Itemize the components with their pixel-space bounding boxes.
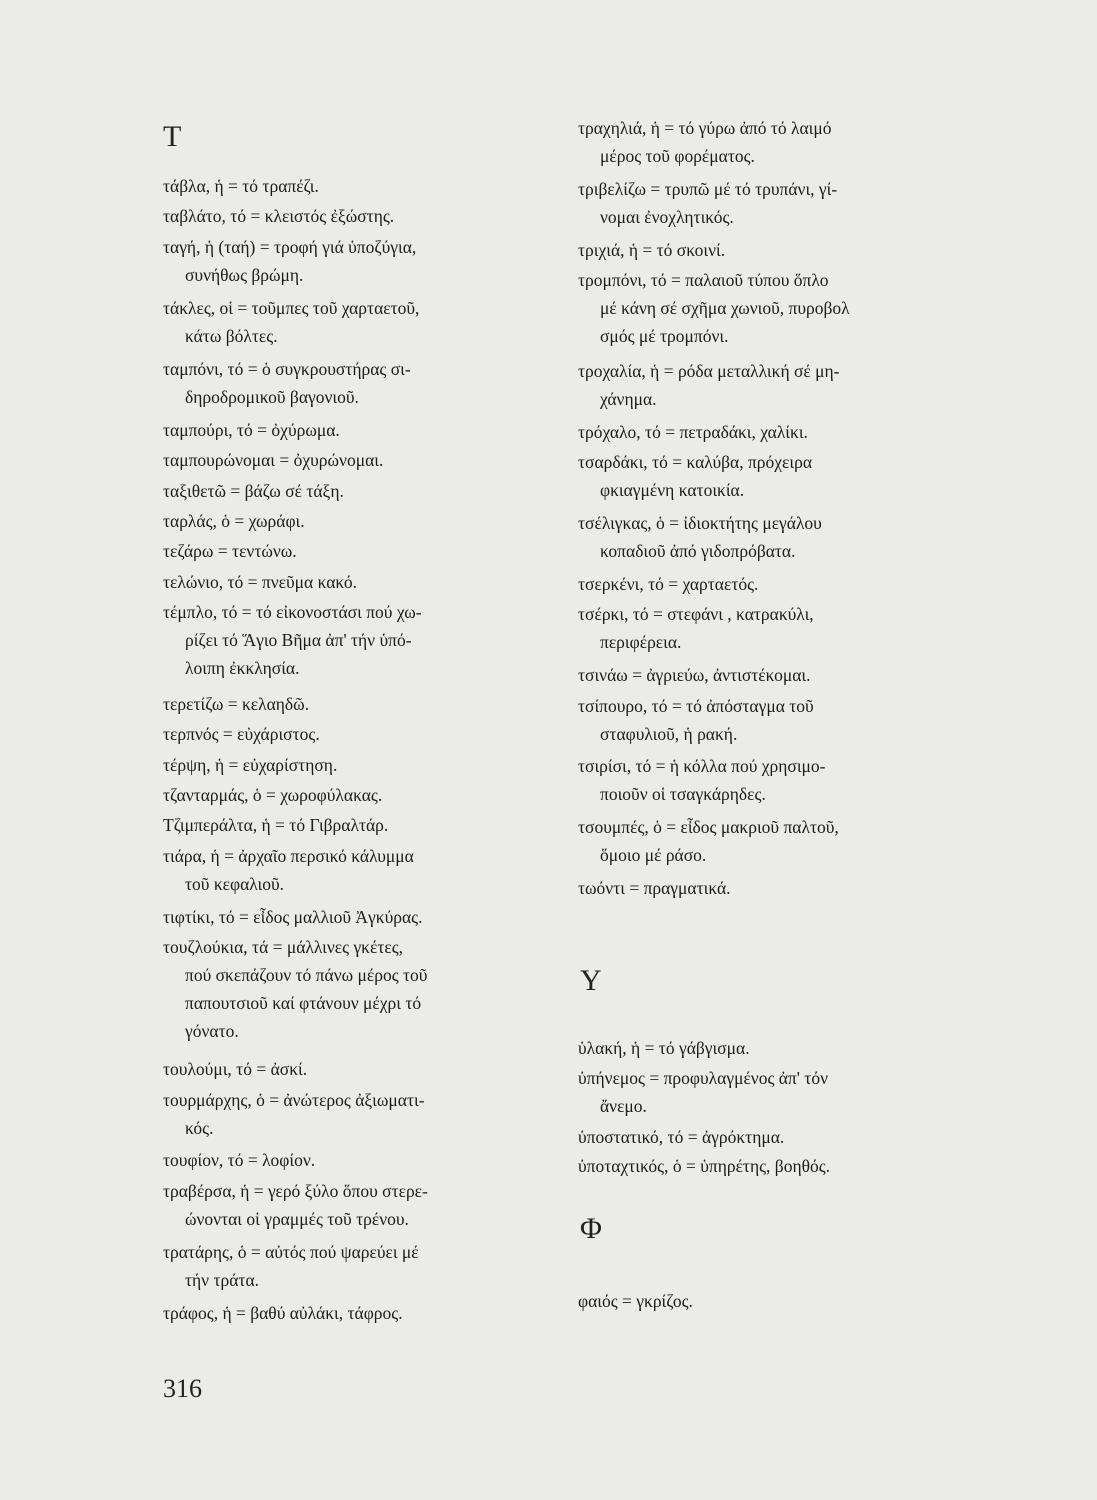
entry-headword-line: τσουμπές, ὁ = εἶδος μακριοῦ παλτοῦ,: [578, 817, 839, 838]
entry-continuation-line: σταφυλιοῦ, ἡ ρακή.: [600, 723, 738, 744]
entry-headword-line: ὑπήνεμος = προφυλαγμένος ἀπ' τόν: [578, 1067, 828, 1088]
dictionary-entry: [578, 175, 978, 231]
entry-headword-line: τερπνός = εὐχάριστος.: [163, 724, 320, 745]
entry-headword-line: τσέλιγκας, ὁ = ἰδιοκτήτης μεγάλου: [578, 513, 822, 534]
entry-headword-line: ταμπούρι, τό = ὀχύρωμα.: [163, 419, 340, 440]
dictionary-entry: [578, 418, 978, 446]
dictionary-entry: [578, 114, 978, 170]
dictionary-entry: [578, 1152, 978, 1180]
dictionary-entry: [163, 1086, 558, 1142]
entry-continuation-line: κάτω βόλτες.: [185, 325, 278, 346]
dictionary-entry: [163, 933, 558, 1045]
dictionary-entry: [578, 570, 978, 598]
entry-continuation-line: τήν τράτα.: [185, 1269, 259, 1290]
entry-continuation-line: νομαι ἐνοχλητικός.: [600, 206, 734, 227]
dictionary-entry: [163, 811, 558, 839]
entry-continuation-line: κός.: [185, 1117, 214, 1138]
entry-continuation-line: μέ κάνη σέ σχῆμα χωνιοῦ, πυροβολ: [600, 298, 850, 318]
dictionary-entry: [578, 266, 978, 350]
entry-headword-line: τζανταρμάς, ὁ = χωροφύλακας.: [163, 785, 383, 805]
entry-headword-line: τσίπουρο, τό = τό ἀπόσταγμα τοῦ: [578, 695, 814, 716]
dictionary-entry: [163, 355, 558, 411]
entry-headword-line: τσέρκι, τό = στεφάνι , κατρακύλι,: [578, 604, 814, 625]
entry-headword-line: τερετίζω = κελαηδῶ.: [163, 693, 310, 714]
entry-headword-line: τράφος, ἡ = βαθύ αὐλάκι, τάφρος.: [163, 1302, 403, 1323]
entry-headword-line: τριβελίζω = τρυπῶ μέ τό τρυπάνι, γί-: [578, 178, 838, 199]
entry-continuation-line: ἄνεμο.: [600, 1095, 647, 1116]
dictionary-entry: [578, 752, 978, 808]
entry-continuation-line: λοιπη ἐκκλησία.: [185, 658, 300, 679]
dictionary-entry: [578, 600, 978, 656]
dictionary-entry: [163, 172, 558, 200]
entry-headword-line: τσερκένι, τό = χαρταετός.: [578, 574, 759, 594]
entry-continuation-line: τοῦ κεφαλιοῦ.: [185, 873, 285, 894]
entry-continuation-line: μέρος τοῦ φορέματος.: [600, 146, 755, 166]
dictionary-entry: [163, 294, 558, 350]
entry-continuation-line: γόνατο.: [185, 1021, 239, 1042]
entry-headword-line: τουλούμι, τό = ἀσκί.: [163, 1059, 308, 1080]
dictionary-entry: [163, 751, 558, 779]
entry-continuation-line: ώνονται οἱ γραμμές τοῦ τρένου.: [185, 1208, 409, 1229]
dictionary-entry: [163, 477, 558, 505]
entry-headword-line: τιφτίκι, τό = εἶδος μαλλιοῦ Ἀγκύρας.: [163, 906, 423, 927]
entry-continuation-line: φκιαγμένη κατοικία.: [600, 480, 745, 501]
entry-headword-line: τρόχαλο, τό = πετραδάκι, χαλίκι.: [578, 422, 808, 442]
entry-headword-line: τρομπόνι, τό = παλαιοῦ τύπου ὅπλο: [578, 270, 829, 290]
entry-headword-line: τσαρδάκι, τό = καλύβα, πρόχειρα: [578, 452, 812, 473]
dictionary-entry: [578, 1123, 978, 1151]
dictionary-entry: [163, 446, 558, 474]
dictionary-entry: [163, 720, 558, 748]
dictionary-entry: [578, 874, 978, 902]
dictionary-entry: [163, 903, 558, 931]
dictionary-entry: [163, 233, 558, 289]
entry-headword-line: τάβλα, ἡ = τό τραπέζι.: [163, 176, 319, 196]
dictionary-entry: [163, 842, 558, 898]
entry-headword-line: τριχιά, ἡ = τό σκοινί.: [578, 239, 726, 260]
entry-headword-line: Τζιμπεράλτα, ἡ = τό Γιβραλτάρ.: [163, 815, 389, 836]
entry-continuation-line: πού σκεπάζουν τό πάνω μέρος τοῦ: [185, 965, 428, 986]
dictionary-entry: [578, 448, 978, 504]
entry-headword-line: τουφίον, τό = λοφίον.: [163, 1150, 316, 1171]
entry-headword-line: τουρμάρχης, ὁ = ἀνώτερος ἀξιωματι-: [163, 1089, 425, 1110]
entry-continuation-line: συνήθως βρώμη.: [185, 264, 304, 285]
entry-continuation-line: δηροδρομικοῦ βαγονιοῦ.: [185, 386, 359, 407]
entry-headword-line: ταμπουρώνομαι = ὀχυρώνομαι.: [163, 450, 384, 471]
entry-headword-line: τσινάω = ἀγριεύω, ἀντιστέκομαι.: [578, 665, 811, 686]
section-letter-y: Υ: [580, 964, 602, 997]
dictionary-entry: [578, 692, 978, 748]
dictionary-entry: [578, 813, 978, 869]
dictionary-entry: [163, 202, 558, 230]
entry-headword-line: τροχαλία, ἡ = ρόδα μεταλλική σέ μη-: [578, 361, 840, 382]
entry-continuation-line: παπουτσιοῦ καί φτάνουν μέχρι τό: [185, 993, 422, 1014]
entry-continuation-line: χάνημα.: [600, 389, 657, 410]
entry-headword-line: τέμπλο, τό = τό εἰκονοστάσι πού χω-: [163, 602, 422, 623]
dictionary-entry: [578, 661, 978, 689]
section-letter-t: Τ: [163, 120, 182, 153]
dictionary-entry: [578, 236, 978, 264]
entry-continuation-line: ὅμοιο μέ ράσο.: [600, 845, 707, 866]
section-letter-f: Φ: [580, 1212, 602, 1245]
dictionary-entry: [163, 1299, 558, 1327]
dictionary-entry: [163, 568, 558, 596]
dictionary-entry: [163, 537, 558, 565]
dictionary-entry: [163, 416, 558, 444]
entry-headword-line: τρατάρης, ὁ = αὐτός πού ψαρεύει μέ: [163, 1241, 419, 1262]
entry-headword-line: τσιρίσι, τό = ἡ κόλλα πού χρησιμο-: [578, 756, 826, 777]
entry-headword-line: τωόντι = πραγματικά.: [578, 878, 731, 898]
entry-continuation-line: περιφέρεια.: [600, 632, 682, 653]
entry-headword-line: ὑποταχτικός, ὁ = ὑπηρέτης, βοηθός.: [578, 1156, 831, 1176]
page-number: 316: [163, 1374, 202, 1403]
entry-headword-line: ταξιθετῶ = βάζω σέ τάξη.: [163, 480, 344, 501]
dictionary-entry: [163, 1238, 558, 1294]
entry-headword-line: τελώνιο, τό = πνεῦμα κακό.: [163, 571, 357, 592]
entry-continuation-line: ποιοῦν οἱ τσαγκάρηδες.: [600, 784, 766, 805]
dictionary-entry: [578, 509, 978, 565]
dictionary-entry: [163, 598, 558, 682]
entry-headword-line: τουζλούκια, τά = μάλλινες γκέτες,: [163, 937, 404, 958]
entry-headword-line: τεζάρω = τεντώνω.: [163, 541, 297, 562]
dictionary-entry: [163, 1146, 558, 1174]
entry-headword-line: ταβλάτο, τό = κλειστός ἐξώστης.: [163, 206, 395, 227]
entry-headword-line: τραχηλιά, ἡ = τό γύρω ἀπό τό λαιμό: [578, 118, 832, 138]
entry-headword-line: τέρψη, ἡ = εὐχαρίστηση.: [163, 754, 338, 775]
dictionary-entry: [163, 690, 558, 718]
dictionary-entry: [163, 1177, 558, 1233]
entry-headword-line: ὑποστατικό, τό = ἀγρόκτημα.: [578, 1126, 785, 1147]
entry-headword-line: ταμπόνι, τό = ὁ συγκρουστήρας σι-: [163, 358, 411, 379]
dictionary-entry: [578, 1034, 978, 1062]
entry-continuation-line: ρίζει τό Ἅγιο Βῆμα ἀπ' τήν ὑπό-: [185, 630, 412, 651]
dictionary-entry: [578, 357, 978, 413]
entry-headword-line: τιάρα, ἡ = ἀρχαῖο περσικό κάλυμμα: [163, 845, 414, 866]
dictionary-entry: [578, 1287, 978, 1315]
entry-continuation-line: σμός μέ τρομπόνι.: [600, 326, 729, 346]
dictionary-entry: [163, 507, 558, 535]
entry-headword-line: ὑλακή, ἡ = τό γάβγισμα.: [578, 1038, 750, 1058]
dictionary-entry: [578, 1064, 978, 1120]
entry-continuation-line: κοπαδιοῦ ἀπό γιδοπρόβατα.: [600, 541, 796, 562]
entry-headword-line: ταρλάς, ὁ = χωράφι.: [163, 510, 305, 531]
dictionary-entry: [163, 781, 558, 809]
entry-headword-line: φαιός = γκρίζος.: [578, 1291, 693, 1311]
dictionary-entry: [163, 1055, 558, 1083]
entry-headword-line: τραβέρσα, ἡ = γερό ξύλο ὅπου στερε-: [163, 1180, 428, 1201]
entry-headword-line: τάκλες, οἱ = τοῦμπες τοῦ χαρταετοῦ,: [163, 297, 420, 318]
entry-headword-line: ταγή, ἡ (ταή) = τροφή γιά ὑποζύγια,: [163, 236, 417, 257]
